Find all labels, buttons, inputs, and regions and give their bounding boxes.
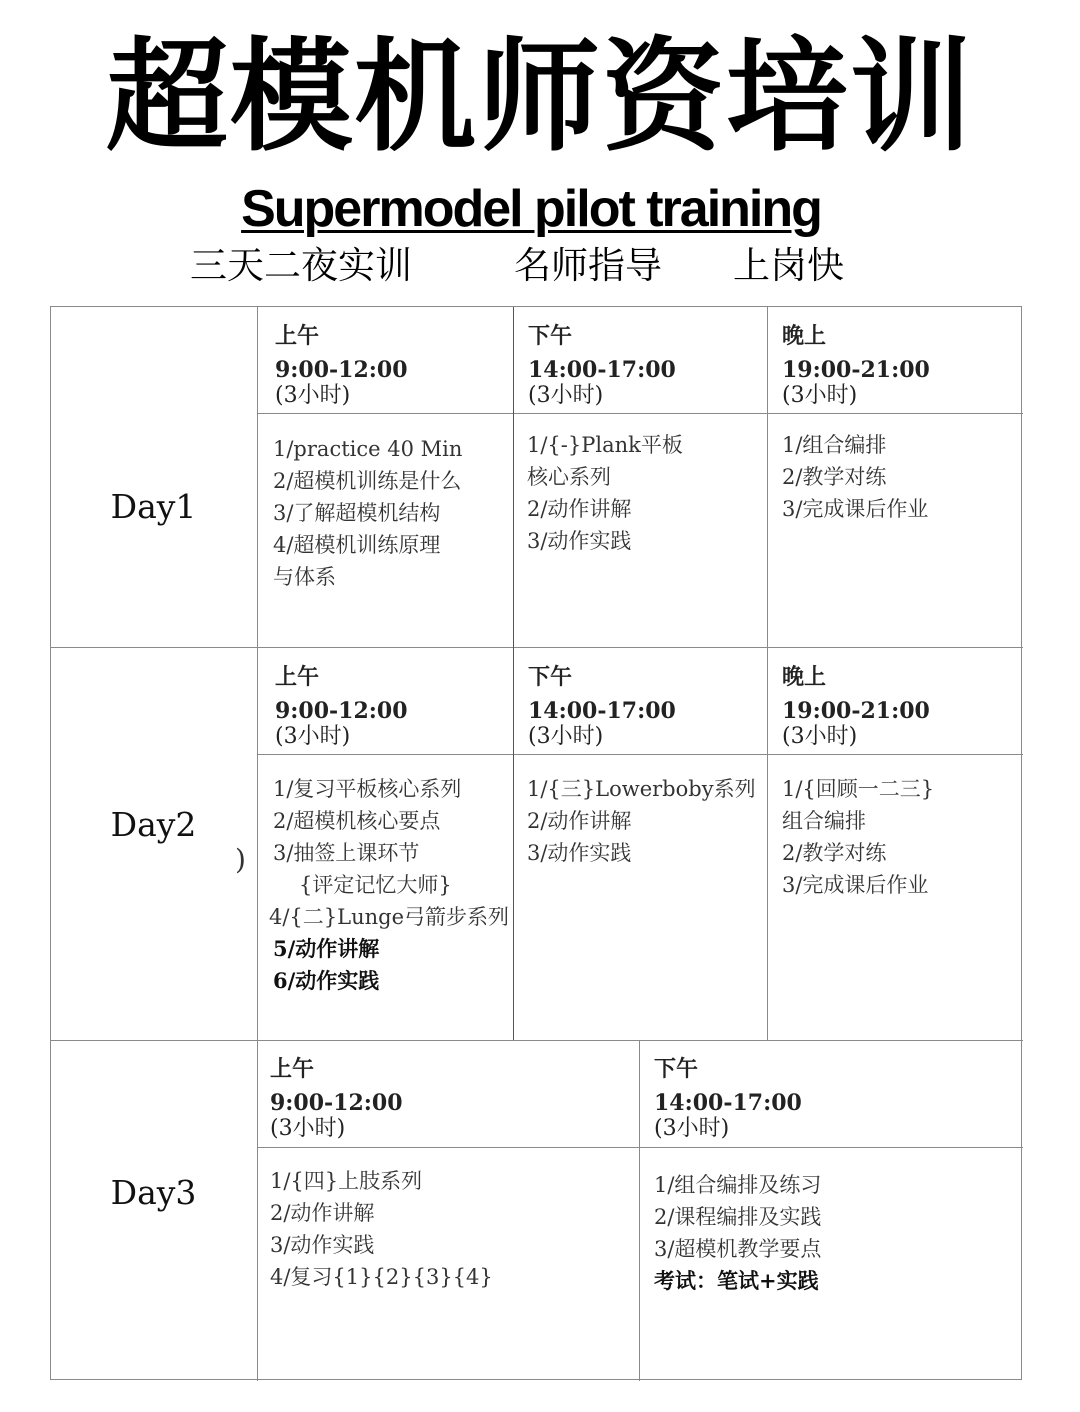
list-item: 2/动作讲解 [270, 1201, 375, 1225]
list-item: 1/{-}Plank平板 [527, 433, 683, 457]
session-time: 9:00-12:00 [275, 698, 408, 724]
tagline-employment: 上岗快 [733, 244, 844, 287]
list-item: 1/practice 40 Min [273, 437, 463, 461]
session-time: 14:00-17:00 [654, 1090, 802, 1116]
session-time: 9:00-12:00 [270, 1090, 403, 1116]
tagline-duration: 三天二夜实训 [190, 244, 412, 287]
header-divider [257, 413, 1023, 414]
session-duration: (3小时) [275, 724, 351, 749]
schedule-table [50, 306, 1022, 1380]
day2-label: Day2 [110, 805, 197, 844]
row-divider [51, 1040, 1023, 1041]
list-item: 5/动作讲解 [273, 936, 380, 961]
session-period: 下午 [528, 323, 573, 349]
session-period: 晚上 [782, 664, 827, 690]
session-period: 上午 [275, 323, 320, 349]
list-item: 3/超模机教学要点 [654, 1237, 822, 1261]
column-divider [513, 307, 514, 1040]
list-item: 6/动作实践 [273, 968, 380, 993]
session-period: 上午 [275, 664, 320, 690]
session-time: 9:00-12:00 [275, 357, 408, 383]
day1-evening-header [782, 321, 930, 411]
list-item: 3/了解超模机结构 [273, 501, 441, 525]
column-divider [639, 1040, 640, 1381]
list-item: 1/组合编排 [782, 433, 887, 457]
list-item: 4/{二}Lunge弓箭步系列 [269, 905, 510, 929]
session-period: 上午 [270, 1056, 315, 1082]
list-item: 1/{回顾一二三} [782, 777, 935, 801]
list-item: 2/教学对练 [782, 841, 887, 865]
session-time: 19:00-21:00 [782, 357, 930, 383]
list-item: 1/{四}上肢系列 [270, 1169, 423, 1193]
header-divider [257, 754, 1023, 755]
session-duration: (3小时) [654, 1116, 730, 1141]
day2-morning-header [275, 662, 408, 752]
session-time: 14:00-17:00 [528, 698, 676, 724]
list-item: 1/复习平板核心系列 [273, 777, 462, 801]
day3-morning-header [270, 1054, 403, 1144]
list-item: 2/动作讲解 [527, 497, 632, 521]
tagline-teachers: 名师指导 [514, 244, 662, 287]
list-item: {评定记忆大师} [299, 873, 452, 897]
day3-morning-items [270, 1165, 493, 1293]
column-divider [257, 307, 258, 1381]
list-item: 组合编排 [782, 809, 866, 833]
list-item: 3/完成课后作业 [782, 497, 929, 521]
session-time: 19:00-21:00 [782, 698, 930, 724]
day1-afternoon-header [528, 321, 676, 411]
list-item: 与体系 [273, 565, 336, 589]
session-period: 下午 [528, 664, 573, 690]
session-period: 晚上 [782, 323, 827, 349]
page-title: 超模机师资培训 [106, 26, 974, 168]
list-item: 1/{三}Lowerboby系列 [527, 777, 756, 801]
list-item: 2/课程编排及实践 [654, 1205, 822, 1229]
list-item: 2/超模机训练是什么 [273, 469, 462, 493]
stray-mark: ) [235, 843, 246, 876]
column-divider [767, 307, 768, 1040]
list-item: 2/动作讲解 [527, 809, 632, 833]
session-duration: (3小时) [528, 724, 604, 749]
day2-evening-items [782, 773, 934, 901]
session-duration: (3小时) [782, 724, 858, 749]
day2-evening-header [782, 662, 930, 752]
session-duration: (3小时) [782, 383, 858, 408]
header-divider [257, 1147, 1023, 1148]
list-item: 3/动作实践 [527, 529, 632, 553]
english-subtitle: Supermodel pilot training [241, 180, 821, 238]
day1-label: Day1 [110, 487, 197, 526]
day2-afternoon-items [527, 773, 756, 869]
session-duration: (3小时) [275, 383, 351, 408]
day2-afternoon-header [528, 662, 676, 752]
row-divider [51, 647, 1023, 648]
list-item: 3/动作实践 [270, 1233, 375, 1257]
day3-afternoon-header [654, 1054, 802, 1144]
day1-morning-items [273, 433, 462, 593]
day2-morning-items [269, 773, 510, 997]
session-duration: (3小时) [528, 383, 604, 408]
list-item: 4/超模机训练原理 [273, 533, 441, 557]
list-item: 1/组合编排及练习 [654, 1173, 822, 1197]
day3-afternoon-items [654, 1169, 821, 1297]
list-item: 4/复习{1}{2}{3}{4} [270, 1265, 493, 1289]
list-item: 3/抽签上课环节 [273, 841, 420, 865]
session-time: 14:00-17:00 [528, 357, 676, 383]
session-period: 下午 [654, 1056, 699, 1082]
session-duration: (3小时) [270, 1116, 346, 1141]
day1-evening-items [782, 429, 928, 525]
list-item: 考试：笔试+实践 [654, 1268, 819, 1293]
list-item: 2/教学对练 [782, 465, 887, 489]
day1-afternoon-items [527, 429, 683, 557]
list-item: 2/超模机核心要点 [273, 809, 441, 833]
list-item: 3/动作实践 [527, 841, 632, 865]
day1-morning-header [275, 321, 408, 411]
list-item: 核心系列 [527, 465, 611, 489]
day3-label: Day3 [110, 1173, 197, 1212]
list-item: 3/完成课后作业 [782, 873, 929, 897]
